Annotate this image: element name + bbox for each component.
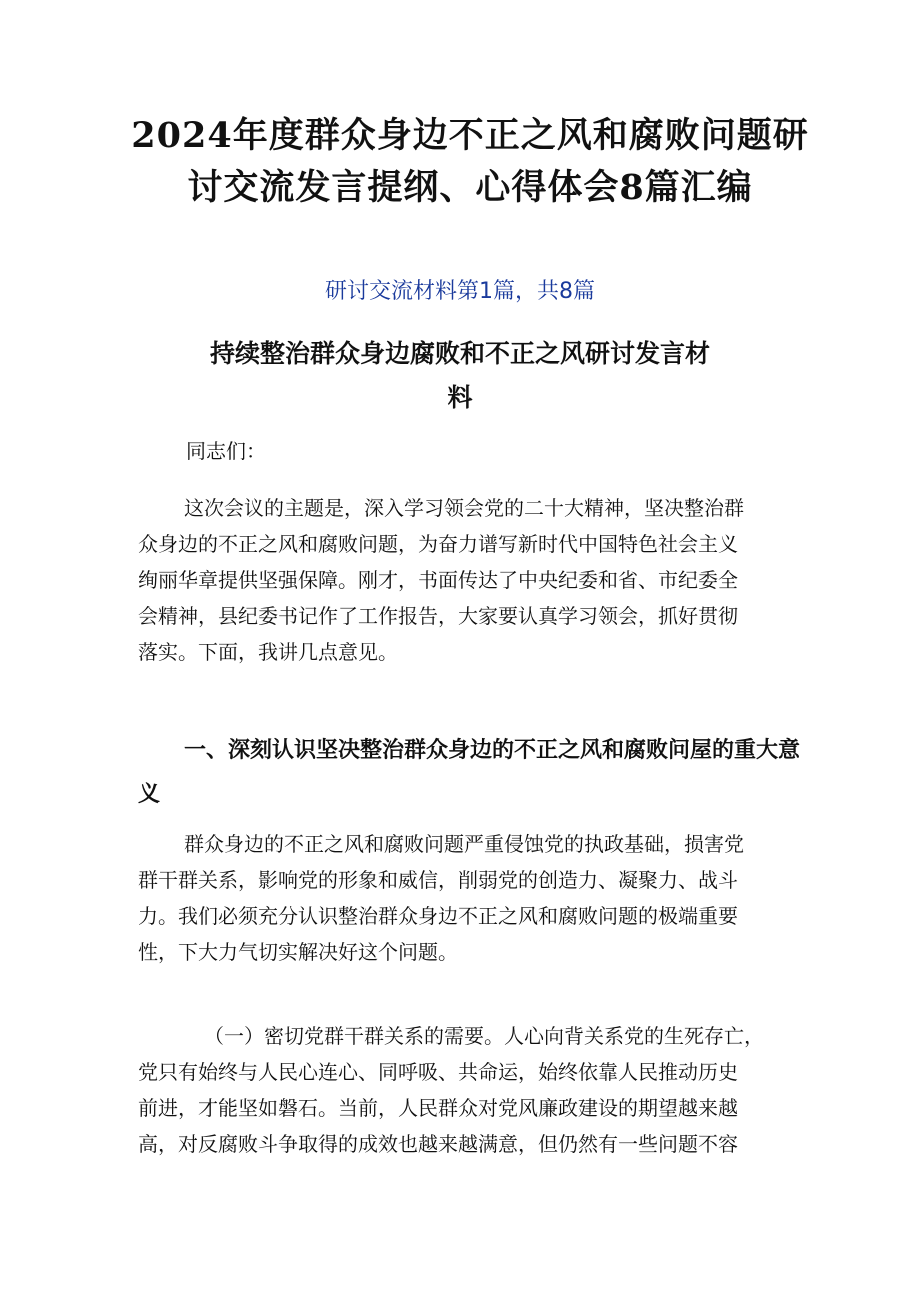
paragraph-line: 会精神，县纪委书记作了工作报告，大家要认真学习领会，抓好贯彻 (138, 604, 738, 628)
heading-line: 义 (138, 782, 161, 807)
paragraph-line: 群众身边的不正之风和腐败问题严重侵蚀党的执政基础，损害党 (184, 832, 744, 856)
paragraph-line: 绚丽华章提供坚强保障。刚才，书面传达了中央纪委和省、市纪委全 (138, 568, 738, 592)
paragraph-line: 众身边的不正之风和腐败问题，为奋力谱写新时代中国特色社会主义 (138, 532, 738, 556)
heading-one (138, 729, 818, 817)
section-title-line: 料 (447, 383, 473, 412)
document-title (120, 110, 820, 214)
paragraph-line: 党只有始终与人民心连心、同呼吸、共命运，始终依靠人民推动历史 (138, 1060, 738, 1084)
paragraph-line: 前进，才能坚如磐石。当前，人民群众对党风廉政建设的期望越来越 (138, 1096, 738, 1120)
paragraph-significance (138, 826, 798, 970)
paragraph-line: 力。我们必须充分认识整治群众身边不正之风和腐败问题的极端重要 (138, 904, 738, 928)
document-title-line: 讨交流发言提纲、心得体会8篇汇编 (187, 167, 753, 208)
document-subtitle: 研讨交流材料第1篇，共8篇 (325, 279, 595, 304)
paragraph-line: 这次会议的主题是，深入学习领会党的二十大精神，坚决整治群 (184, 496, 744, 520)
greeting: 同志们： (186, 439, 266, 463)
paragraph-point-one (138, 1018, 798, 1162)
document-title-line: 2024年度群众身边不正之风和腐败问题研 (131, 115, 809, 156)
section-title-line: 持续整治群众身边腐败和不正之风研讨发言材 (209, 339, 710, 368)
paragraph-line: 群干群关系，影响党的形象和威信，削弱党的创造力、凝聚力、战斗 (138, 868, 738, 892)
paragraph-line: 高，对反腐败斗争取得的成效也越来越满意，但仍然有一些问题不容 (138, 1132, 738, 1156)
paragraph-line: 性，下大力气切实解决好这个问题。 (138, 940, 458, 964)
paragraph-line: （一）密切党群干群关系的需要。人心向背关系党的生死存亡， (204, 1024, 764, 1048)
paragraph-line: 落实。下面，我讲几点意见。 (138, 640, 398, 664)
paragraph-intro (138, 490, 798, 670)
section-title (170, 332, 750, 420)
heading-line: 一、深刻认识坚决整治群众身边的不正之风和腐败问屋的重大意 (184, 738, 801, 763)
